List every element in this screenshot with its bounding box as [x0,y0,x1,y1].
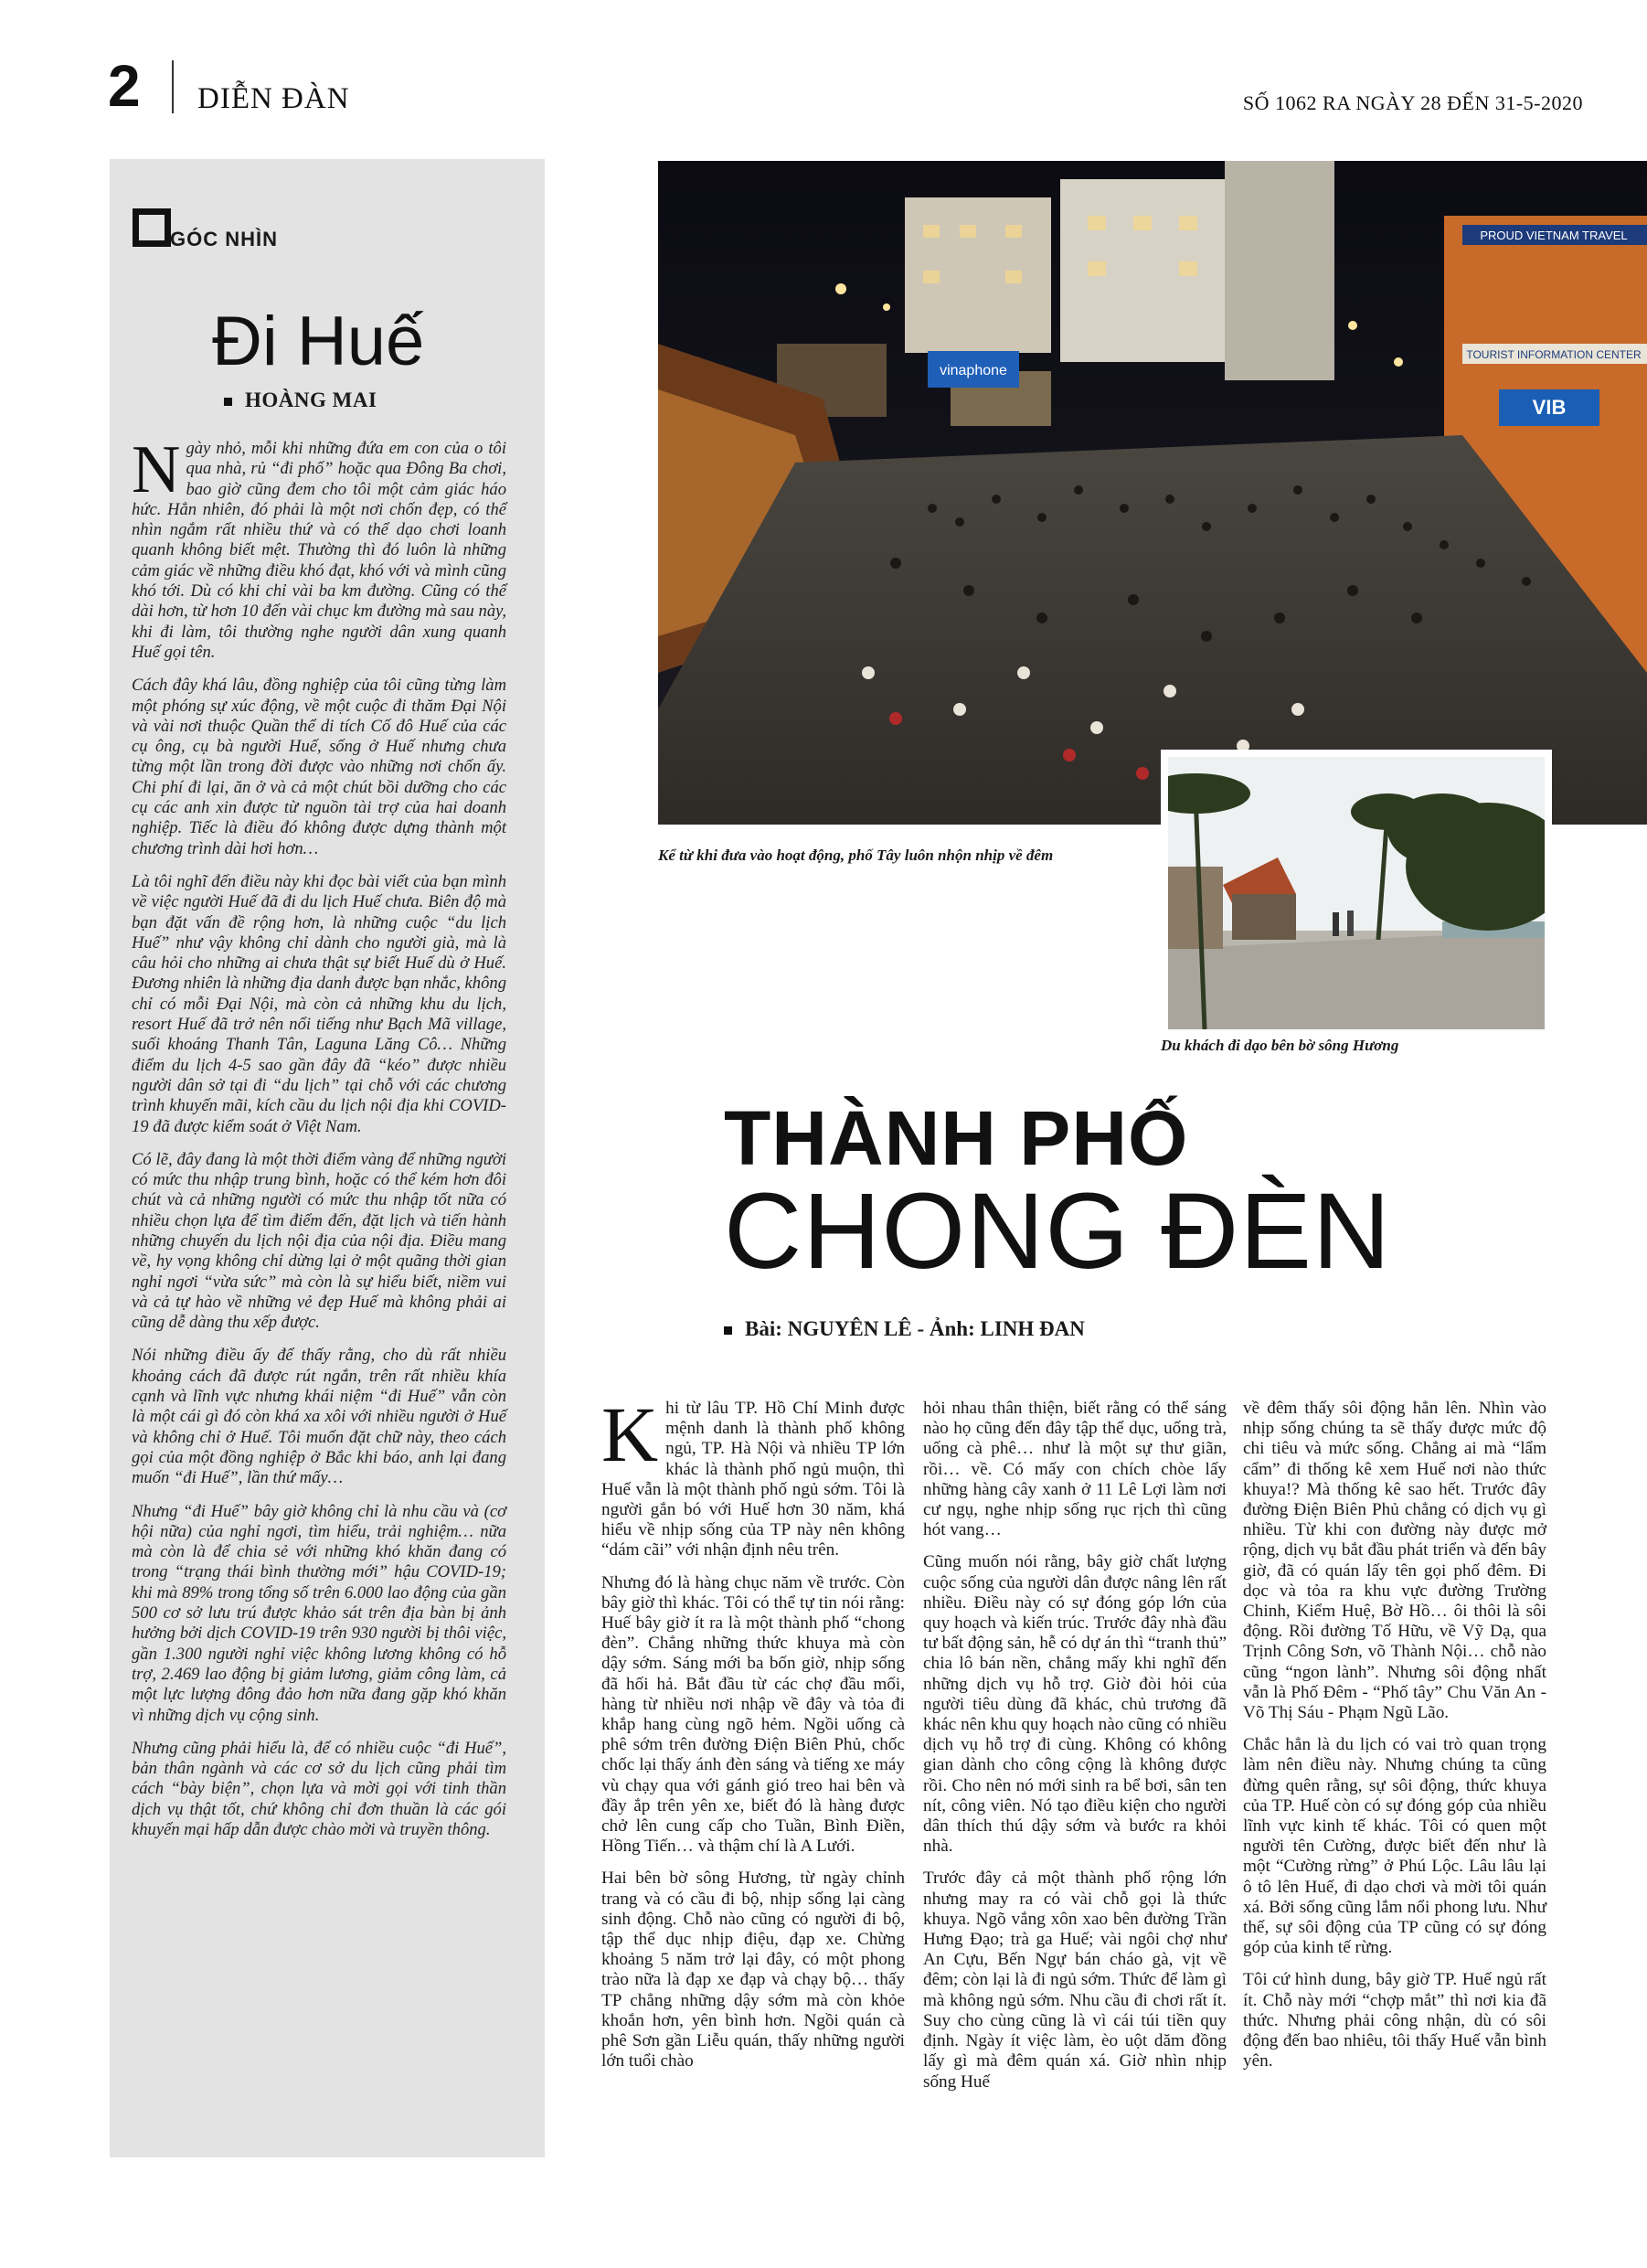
article-paragraph: hỏi nhau thân thiện, biết rằng có thể sáng nào họ cũng đến đây tập thể dục, uống trà, uống cà phê… như là một sự thư giãn, rồi… về. Có mấy con chích chòe lấy những hàng cây xanh ở 11 Lê Lợi làm nơi cư ngụ, nghe nhịp sống rục rịch thì cũng hót vang… [923,1399,1227,1540]
headline-line-2: CHONG ĐÈN [724,1171,1392,1292]
sidebar-paragraph: Ngày nhỏ, mỗi khi những đứa em con của o tôi qua nhà, rủ “đi phố” hoặc qua Đông Ba chơi, bao giờ cũng đem cho tôi một cảm giác háo hức. Hẳn nhiên, đó phải là một nơi chốn đẹp, có thể nhìn ngắm rất nhiều thứ và có thể dạo chơi loanh quanh không biết mệt. Thường thì đó luôn là những cảm giác về những điều khó đạt, khó với và mình cũng khó tới. Dù có khi chỉ vài ba km đường. Cũng có thể dài hơn, từ hơn 10 đến vài chục km đường mà sau này, khi đi làm, tôi thường nghe người dân xung quanh Huế gọi tên. [132,432,506,662]
riverside-photo [1161,750,1552,1037]
issue-line: SỐ 1062 RA NGÀY 28 ĐẾN 31-5-2020 [1242,91,1583,114]
sidebar-paragraph: Nói những điều ấy để thấy rằng, cho dù rất nhiều khoảng cách đã được rút ngắn, trên rất nhiều khía cạnh và lĩnh vực nhưng khái niệm “đi Huế” vẫn còn là một cái gì đó còn khá xa xôi với nhiều người ở Huế và không chỉ ở Huế. Tôi muốn đặt chữ này, theo cách gọi của một đồng nghiệp ở Bắc khi báo, anh lại đang muốn “đi Huế”, lần thứ mấy… [132,1346,506,1488]
tourist-info-sign: TOURIST INFORMATION CENTER [1466,348,1642,361]
article-paragraph: Tôi cứ hình dung, bây giờ TP. Huế ngủ rất ít. Chỗ này mới “chợp mắt” thì nơi kia đã thức. Nhưng phải công nhận, dù có sôi động đến bao nhiêu, tôi thấy Huế vẫn bình yên. [1243,1970,1546,2071]
article-paragraph: Khi từ lâu TP. Hồ Chí Minh được mệnh danh là thành phố không ngủ, TP. Hà Nội và nhiều TP lớn khác là thành phố ngủ muộn, thì Huế vẫn là một thành phố ngủ sớm. Tôi là người gắn bó với Huế hơn 30 năm, khá hiểu về nhịp sống của TP này nên không “dám cãi” với nhận định nêu trên. [601,1390,905,1560]
sidebar-label: GÓC NHÌN [170,228,278,250]
sidebar-dropcap: N [132,432,181,507]
article-paragraph: Hai bên bờ sông Hương, từ ngày chỉnh trang và có cầu đi bộ, nhịp sống lại càng sinh động. Chỗ nào cũng có người đi bộ, tập thể dục nhịp điệu, đạp xe. Chừng khoảng 5 năm trở lại đây, có một phong trào nữa là đạp xe đạp và chạy bộ… thấy TP chẳng những dậy sớm mà còn khỏe khoắn hơn, yên bình hơn. Ngồi quán cà phê Sơn gần Liễu quán, thấy những người lớn tuổi chào [601,1869,905,2071]
sidebar-paragraph: Có lẽ, đây đang là một thời điểm vàng để những người có mức thu nhập trung bình, hoặc có thể kém hơn đôi chút và cả những người có mức thu nhập tốt nữa có nhiều chọn lựa để tìm điểm đến, đặt lịch và tiến hành những chuyến du lịch nội địa của nội địa. Điều mang về, hy vọng không chỉ dừng lại ở một quãng thời gian nghỉ ngơi “vừa sức” mà còn là sự hiểu biết, niềm vui và cả tự hào về những vẻ đẹp Huế mà không phải ai cũng dễ dàng thu xếp được. [132,1149,506,1333]
night-street-photo [658,161,1647,825]
headline-line-1: THÀNH PHỐ [724,1095,1189,1181]
byline-text: Bài: NGUYÊN LÊ - Ảnh: LINH ĐAN [745,1317,1085,1340]
sidebar-paragraph: Nhưng cũng phải hiểu là, để có nhiều cuộc “đi Huế”, bản thân ngành và các cơ sở du lịch cũng phải tìm cách “bày biện”, chọn lựa và mời gọi với tinh thần dịch vụ thật tốt, chứ không chỉ đơn thuần là các gói khuyến mại hấp dẫn được chào mời và truyền thông. [132,1738,506,1839]
square-bullet-icon [224,398,232,406]
article-paragraph: Chắc hẳn là du lịch có vai trò quan trọng làm nên điều này. Nhưng chúng ta cũng đừng quên rằng, sự sôi động, thức khuya của TP. Huế còn có sự đóng góp của nhiều lĩnh vực kinh tế khác. Tôi có quen một người tên Cường, được biết đến như là một “Cường rừng” ở Phú Lộc. Lâu lâu lại ô tô lên Huế, đi dạo chơi và mời tôi quán xá. Bởi sống cũng lắm nổi phong lưu. Như thế, sự sôi động của TP cũng có sự đóng góp của kinh tế rừng. [1243,1735,1546,1958]
vinaphone-sign: vinaphone [940,363,1007,378]
vib-sign: VIB [1532,396,1567,419]
section-title: DIỄN ĐÀN [197,82,350,115]
sidebar-paragraph: Cách đây khá lâu, đồng nghiệp của tôi cũng từng làm một phóng sự xúc động, về một cuộc đi thăm Đại Nội và vài nơi thuộc Quần thể di tích Cố đô Huế của các cụ ông, cụ bà người Huế, sống ở Huế nhưng chưa từng một lần trong đời được vào những nơi chốn ấy. Chi phí đi lại, ăn ở và cả một chút bồi dưỡng cho các cụ các anh xin được từ nguồn tài trợ của hai doanh nghiệp. Tiếc là điều đó không được dựng thành một chương trình dài hơi hơn… [132,676,506,858]
sidebar-title: Đi Huế [212,303,425,380]
sidebar-body [132,432,506,2084]
sidebar-paragraph: Là tôi nghĩ đến điều này khi đọc bài viết của bạn mình về việc người Huế đã đi du lịch Huế chưa. Biên độ mà bạn đặt vấn đề rộng hơn, là những cuộc “du lịch Huế” như vậy không chỉ dành cho người già, mà là câu hỏi cho những ai chưa thật sự biết Huế dù ở Huế. Đương nhiên là những địa danh được bạn nhắc, không chỉ có mỗi Đại Nội, mà còn cả những khu du lịch, resort Huế đã trở nên nổi tiếng như Bạch Mã village, suối khoáng Thanh Tân, Laguna Lăng Cô… Những điểm du lịch 4-5 sao gần đây đã “kéo” được nhiều người dân sở tại đi “du lịch” tại chỗ với các chương trình khuyến mãi, kích cầu du lịch nội địa khi COVID-19 đã được kiểm soát ở Việt Nam. [132,871,506,1136]
article-dropcap: K [601,1390,659,1478]
header-divider [172,60,174,113]
sidebar-author-name: HOÀNG MAI [245,389,377,411]
article-byline [724,1316,1085,1342]
sidebar-author [224,388,377,413]
article-paragraph: Cũng muốn nói rằng, bây giờ chất lượng cuộc sống của người dân được nâng lên rất nhiều. Điều này có sự đóng góp lớn của quy hoạch và kiến trúc. Trước đây nhà đầu tư bất động sản, hễ có dự án thì “tranh thủ” chia lô bán nền, chẳng mấy khi nghĩ đến những dịch vụ hỗ trợ. Giờ đòi hỏi của người tiêu dùng đã khác, chủ trương đã khác nên khu quy hoạch nào cũng có nhiều dịch vụ hỗ trợ đi cùng. Không có không gian dành cho công cộng là không được rồi. Cho nên nó mới sinh ra bể bơi, sân ten nít, công viên. Nó tạo điều kiện cho người dân thích thú dậy sớm và bước ra khỏi nhà. [923,1552,1227,1857]
article-column-2 [923,1399,1227,2167]
article-column-3 [1243,1399,1546,2167]
article-paragraph: về đêm thấy sôi động hẳn lên. Nhìn vào nhịp sống chúng ta sẽ thấy được mức độ chi tiêu và mức sống. Chẳng ai mà “lẩm cẩm” đi thống kê xem Huế nơi nào thức khuya!? Mà thống kê sao hết. Trước đây đường Điện Biên Phủ chẳng có dịch vụ gì nhiều. Từ khi con đường này được mở rộng, dịch vụ bắt đầu phát triển và đến bây giờ, đã có quán lấy tên gọi phố đêm. Đi dọc và tỏa ra khu vực đường Trường Chinh, Kiểm Huệ, Bờ Hồ… ôi thôi là sôi động. Rồi đường Tố Hữu, về Vỹ Dạ, qua Trịnh Công Sơn, võ Thành Nội… chỗ nào cũng “ngon lành”. Nhưng sôi động nhất vẫn là Phố Đêm - “Phố tây” Chu Văn An - Võ Thị Sáu - Phạm Ngũ Lão. [1243,1399,1546,1723]
sidebar-paragraph: Nhưng “đi Huế” bây giờ không chỉ là nhu cầu và (cơ hội nữa) của nghỉ ngơi, tìm hiểu, trải nghiệm… nữa mà còn là để chia sẻ với những khó khăn đang có trong “trạng thái bình thường mới” hậu COVID-19; khi mà 89% trong tổng số trên 6.000 lao động của gần 500 cơ sở lưu trú được khảo sát trên địa bàn bị ảnh hưởng bởi dịch COVID-19 trên 930 người bị thôi việc, gần 1.300 người nghỉ việc không lương không có hỗ trợ, 2.469 lao động bị giảm lương, giảm công làm, cả một lực lượng đông đảo hơn nữa đang gặp khó khăn vì những dịch vụ cộng sinh. [132,1501,506,1725]
square-bullet-icon [724,1326,732,1335]
inset-photo-caption: Du khách đi dạo bên bờ sông Hương [1161,1037,1399,1054]
article-paragraph: Nhưng đó là hàng chục năm về trước. Còn bây giờ thì khác. Tôi có thể tự tin nói rằng: Huế bây giờ ít ra là một thành phố “chong đèn”. Chẳng những thức khuya mà còn dậy sớm. Sáng mới ba bốn giờ, nhịp sống đã hối hả. Bắt đầu từ các chợ đầu mối, hàng từ nhiều nơi nhập về đây và tỏa đi khắp hang cùng ngõ hẻm. Ngồi uống cà phê sớm trên đường Điện Biên Phủ, chốc chốc lại thấy ánh đèn sáng và tiếng xe máy vù chạy qua với gánh gió treo hai bên và đầy ắp trên yên xe, biết đó là hàng được chở lên cung cấp cho Tuần, Bình Điền, Hồng Tiến… và thậm chí là A Lưới. [601,1572,905,1857]
page-number: 2 [108,53,141,119]
article-paragraph: Trước đây cả một thành phố rộng lớn nhưng may ra có vài chỗ gọi là thức khuya. Ngõ vắng xôn xao bên đường Trần Hưng Đạo; trà ga Huế; vài ngôi chợ như An Cựu, Bến Ngự bán cháo gà, vịt về đêm; còn lại là đi ngủ sớm. Thức để làm gì mà không ngủ sớm. Nhu cầu đi chơi rất ít. Suy cho cùng cũng là vì cái túi tiền quy định. Ngày ít việc làm, èo uột dăm đồng lấy gì mà đêm quán xá. Giờ nhìn nhịp sống Huế [923,1869,1227,2092]
article-column-1 [601,1390,905,2167]
travel-sign: PROUD VIETNAM TRAVEL [1480,229,1628,242]
goc-nhin-logo-box [133,208,171,247]
main-photo-caption: Kể từ khi đưa vào hoạt động, phố Tây luôn nhộn nhịp về đêm [658,847,1054,864]
